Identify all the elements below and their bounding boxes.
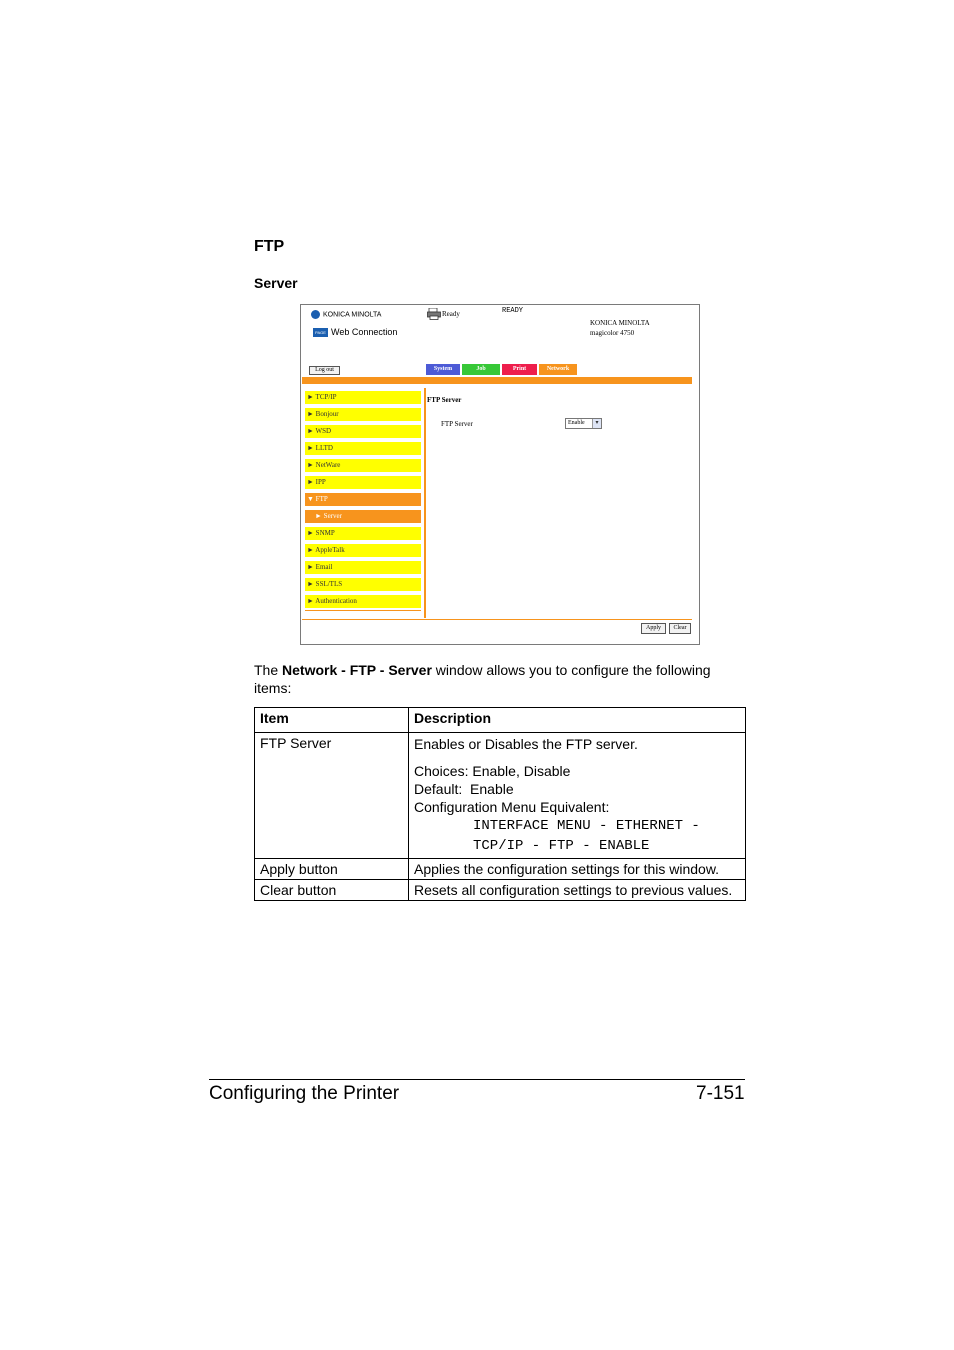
- header-divider: [302, 377, 692, 384]
- sidebar-item-ipp[interactable]: ► IPP: [305, 476, 421, 489]
- header-description: Description: [409, 708, 746, 733]
- logout-button[interactable]: Log out: [309, 366, 340, 375]
- menu-path: TCP/IP - FTP - ENABLE: [473, 838, 650, 854]
- row-description: Applies the configuration settings for this window.: [409, 859, 746, 880]
- section-title: FTP: [254, 238, 285, 255]
- panel-title: FTP Server: [427, 396, 462, 404]
- sidebar-item-appletalk[interactable]: ► AppleTalk: [305, 544, 421, 557]
- sidebar-bottom-rule: [305, 610, 421, 611]
- tab-system[interactable]: System: [426, 364, 460, 375]
- konica-logo-icon: [311, 310, 320, 319]
- row-description: Resets all configuration settings to previous values.: [409, 880, 746, 901]
- sidebar-item-snmp[interactable]: ► SNMP: [305, 527, 421, 540]
- sidebar-item-wsd[interactable]: ► WSD: [305, 425, 421, 438]
- ftp-server-select[interactable]: [565, 418, 602, 429]
- sidebar-item-authentication[interactable]: ► Authentication: [305, 595, 421, 608]
- clear-button[interactable]: Clear: [669, 623, 691, 634]
- tab-print[interactable]: Print: [502, 364, 537, 375]
- intro-before: The: [254, 662, 283, 678]
- sidebar-item-server[interactable]: ► Server: [305, 510, 421, 523]
- intro-after: window allows you to configure the following items:: [254, 662, 711, 696]
- web-connection-screenshot: [300, 304, 700, 645]
- row-item: Clear button: [255, 880, 409, 901]
- intro-bold: Network - FTP - Server: [282, 662, 432, 678]
- menu-path: INTERFACE MENU - ETHERNET -: [473, 818, 700, 834]
- row-description: [409, 733, 746, 859]
- tab-job[interactable]: Job: [462, 364, 500, 375]
- sidebar-item-ftp[interactable]: ▼ FTP: [305, 493, 421, 506]
- footer-divider: [302, 619, 692, 620]
- web-connection-label: Web Connection: [331, 327, 398, 337]
- sidebar-divider: [424, 388, 426, 618]
- sidebar-item-ssltls[interactable]: ► SSL/TLS: [305, 578, 421, 591]
- ftp-server-label: FTP Server: [441, 420, 473, 428]
- row-item: FTP Server: [255, 733, 409, 859]
- desc-line: Enables or Disables the FTP server.: [414, 736, 638, 752]
- brand-logo: [311, 310, 381, 319]
- header-item: Item: [255, 708, 409, 733]
- section-subtitle: Server: [254, 275, 298, 291]
- sidebar-item-bonjour[interactable]: ► Bonjour: [305, 408, 421, 421]
- sidebar-item-lltd[interactable]: ► LLTD: [305, 442, 421, 455]
- settings-table: [254, 707, 746, 901]
- status-ready: Ready: [442, 310, 460, 318]
- web-connection-logo: [313, 327, 398, 345]
- model-line: magicolor 4750: [590, 329, 635, 337]
- footer-rule: [209, 1079, 745, 1080]
- table-header-row: [255, 708, 746, 733]
- printer-model: [590, 318, 650, 338]
- chevron-down-icon: ▾: [592, 419, 601, 428]
- desc-line: Choices: Enable, Disable: [414, 763, 571, 779]
- brand-name: KONICA MINOLTA: [323, 311, 382, 319]
- status-ready-caps: READY: [502, 307, 524, 315]
- pagescope-icon: PAGE SCOPE: [313, 330, 328, 345]
- printer-icon: [427, 308, 441, 320]
- table-row: [255, 880, 746, 901]
- intro-paragraph: [254, 661, 744, 697]
- sidebar-item-tcpip[interactable]: ► TCP/IP: [305, 391, 421, 404]
- table-row: [255, 859, 746, 880]
- desc-line: Configuration Menu Equivalent:: [414, 799, 610, 815]
- tab-network[interactable]: Network: [539, 364, 577, 375]
- sidebar-item-netware[interactable]: ► NetWare: [305, 459, 421, 472]
- page-number: 7-151: [696, 1083, 745, 1104]
- apply-button[interactable]: Apply: [641, 623, 666, 634]
- brand-line: KONICA MINOLTA: [590, 319, 650, 327]
- row-item: Apply button: [255, 859, 409, 880]
- sidebar-item-email[interactable]: ► Email: [305, 561, 421, 574]
- desc-line: Default: Enable: [414, 781, 514, 797]
- table-row: [255, 733, 746, 859]
- footer-chapter: Configuring the Printer: [209, 1083, 400, 1104]
- ftp-server-select-value: Enable: [568, 420, 585, 426]
